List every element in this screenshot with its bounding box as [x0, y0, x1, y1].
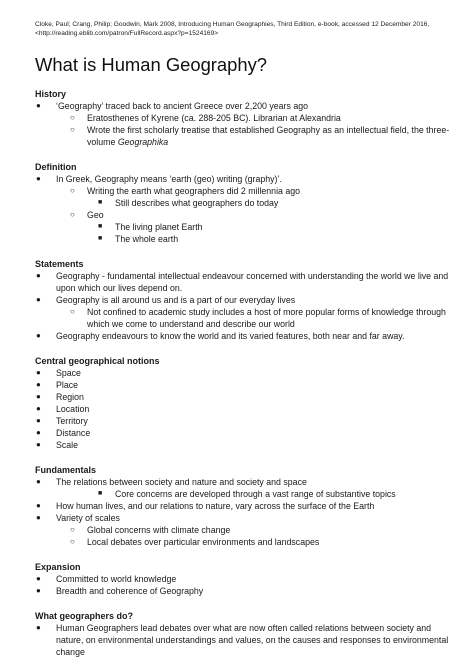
bullet-list: [35, 622, 450, 658]
list-item-text: Global concerns with climate change: [87, 524, 231, 535]
list-item-text: Space: [56, 367, 81, 378]
filled-bullet-icon: ●: [36, 476, 41, 486]
section-fundamentals: [35, 464, 450, 548]
bullet-list: [35, 476, 450, 548]
list-item-text: Geography - fundamental intellectual endeavour concerned with understanding the world we live and upon which our lives depend on.: [56, 270, 449, 293]
bullet-list: [35, 100, 450, 148]
list-item: [35, 488, 450, 500]
list-item-text: Local debates over particular environments and landscapes: [87, 536, 320, 547]
list-item: [35, 524, 450, 536]
section-statements: [35, 258, 450, 342]
square-bullet-icon: ■: [98, 198, 103, 206]
filled-bullet-icon: ●: [36, 173, 41, 183]
section-heading: What geographers do?: [35, 610, 134, 621]
list-item-text: Breadth and coherence of Geography: [56, 585, 204, 596]
list-item-text: Geo: [87, 209, 104, 220]
list-item: [35, 330, 450, 342]
hollow-bullet-icon: ○: [70, 185, 75, 195]
filled-bullet-icon: ●: [36, 415, 41, 425]
filled-bullet-icon: ●: [36, 427, 41, 437]
filled-bullet-icon: ●: [36, 585, 41, 595]
list-item: [35, 112, 450, 124]
list-item: [35, 306, 450, 330]
hollow-bullet-icon: ○: [70, 209, 75, 219]
list-item-text: The relations between society and nature and society and space: [56, 476, 307, 487]
filled-bullet-icon: ●: [36, 330, 41, 340]
filled-bullet-icon: ●: [36, 294, 41, 304]
square-bullet-icon: ■: [98, 234, 103, 242]
bullet-list: [35, 173, 450, 245]
list-item: [35, 270, 450, 294]
list-item-text: The living planet Earth: [115, 221, 203, 232]
hollow-bullet-icon: ○: [70, 536, 75, 546]
list-item-text: Scale: [56, 439, 79, 450]
list-item: [35, 100, 450, 112]
list-item-text: Distance: [56, 427, 91, 438]
section-what-geographers-do: [35, 610, 450, 658]
filled-bullet-icon: ●: [36, 379, 41, 389]
list-item: [35, 185, 450, 197]
list-item-text: Committed to world knowledge: [56, 573, 177, 584]
filled-bullet-icon: ●: [36, 439, 41, 449]
list-item-text: Writing the earth what geographers did 2 millennia ago: [87, 185, 301, 196]
section-spacer: [35, 245, 450, 258]
list-item: [35, 585, 450, 597]
hollow-bullet-icon: ○: [70, 112, 75, 122]
notes-body: [35, 88, 450, 658]
filled-bullet-icon: ●: [36, 500, 41, 510]
filled-bullet-icon: ●: [36, 573, 41, 583]
section-spacer: [35, 597, 450, 610]
list-item: [35, 197, 450, 209]
section-heading: Statements: [35, 258, 84, 269]
list-item-text: In Greek, Geography means ‘earth (geo) writing (graphy)’.: [56, 173, 282, 184]
hollow-bullet-icon: ○: [70, 124, 75, 134]
filled-bullet-icon: ●: [36, 270, 41, 280]
list-item: [35, 379, 450, 391]
section-expansion: [35, 561, 450, 597]
list-item-text: Location: [56, 403, 90, 414]
list-item: [35, 367, 450, 379]
list-item-text: Place: [56, 379, 79, 390]
bullet-list: [35, 270, 450, 342]
list-item: [35, 391, 450, 403]
filled-bullet-icon: ●: [36, 622, 41, 632]
bullet-list: [35, 573, 450, 597]
list-item-text: Geography endeavours to know the world and its varied features, both near and far away.: [56, 330, 405, 341]
list-item-text: Wrote the first scholarly treatise that established Geography as an intellectual field, the three-volume: [87, 124, 450, 147]
list-item: [35, 124, 450, 148]
filled-bullet-icon: ●: [36, 100, 41, 110]
list-item-text: Core concerns are developed through a vast range of substantive topics: [115, 488, 396, 499]
list-item: [35, 476, 450, 488]
list-item: [35, 294, 450, 306]
page-title: What is Human Geography?: [35, 53, 268, 75]
list-item: [35, 403, 450, 415]
list-item: [35, 573, 450, 585]
square-bullet-icon: ■: [98, 222, 103, 230]
list-item: [35, 209, 450, 221]
section-heading: Fundamentals: [35, 464, 97, 475]
list-item: [35, 427, 450, 439]
square-bullet-icon: ■: [98, 489, 103, 497]
list-item-text: Still describes what geographers do today: [115, 197, 279, 208]
list-item-text: How human lives, and our relations to nature, vary across the surface of the Earth: [56, 500, 375, 511]
list-item-text: Territory: [56, 415, 88, 426]
filled-bullet-icon: ●: [36, 367, 41, 377]
section-spacer: [35, 342, 450, 355]
filled-bullet-icon: ●: [36, 391, 41, 401]
list-item: [35, 500, 450, 512]
list-item-text: Human Geographers lead debates over what are now often called relations between society and nature, on environmental understandings and values, on the causes and responses to environmental change: [56, 622, 449, 657]
list-item: [35, 536, 450, 548]
list-item: [35, 173, 450, 185]
hollow-bullet-icon: ○: [70, 306, 75, 316]
section-spacer: [35, 451, 450, 464]
section-spacer: [35, 548, 450, 561]
filled-bullet-icon: ●: [36, 403, 41, 413]
section-definition: [35, 161, 450, 245]
section-history: [35, 88, 450, 148]
section-heading: Expansion: [35, 561, 81, 572]
list-item-text: Not confined to academic study includes a host of more popular forms of knowledge through which we come to understand and describe our world: [87, 306, 446, 329]
section-heading: Definition: [35, 161, 77, 172]
filled-bullet-icon: ●: [36, 512, 41, 522]
section-spacer: [35, 148, 450, 161]
list-item: [35, 512, 450, 524]
list-item-text: Eratosthenes of Kyrene (ca. 288-205 BC). Librarian at Alexandria: [87, 112, 341, 123]
list-item: [35, 233, 450, 245]
section-central-geographical-notions: [35, 355, 450, 451]
list-item: [35, 221, 450, 233]
section-heading: History: [35, 88, 67, 99]
list-item: [35, 622, 450, 658]
list-item-text: Variety of scales: [56, 512, 120, 523]
list-item-text: Geography is all around us and is a part of our everyday lives: [56, 294, 296, 305]
list-item-text: Region: [56, 391, 84, 402]
list-item-text: The whole earth: [115, 233, 179, 244]
list-item: [35, 439, 450, 451]
section-heading: Central geographical notions: [35, 355, 160, 366]
bullet-list: [35, 367, 450, 451]
citation: Cloke, Paul; Crang, Philip; Goodwin, Mark 2008, Introducing Human Geographies, Third Edition, e-book, accessed 12 December 2016, <http://reading.eblib.com/patron/FullRecord.aspx?p=1524169>: [35, 21, 430, 37]
list-item-italic-text: Geographika: [117, 136, 169, 147]
list-item: [35, 415, 450, 427]
hollow-bullet-icon: ○: [70, 524, 75, 534]
list-item-text: ‘Geography’ traced back to ancient Greece over 2,200 years ago: [56, 100, 308, 111]
